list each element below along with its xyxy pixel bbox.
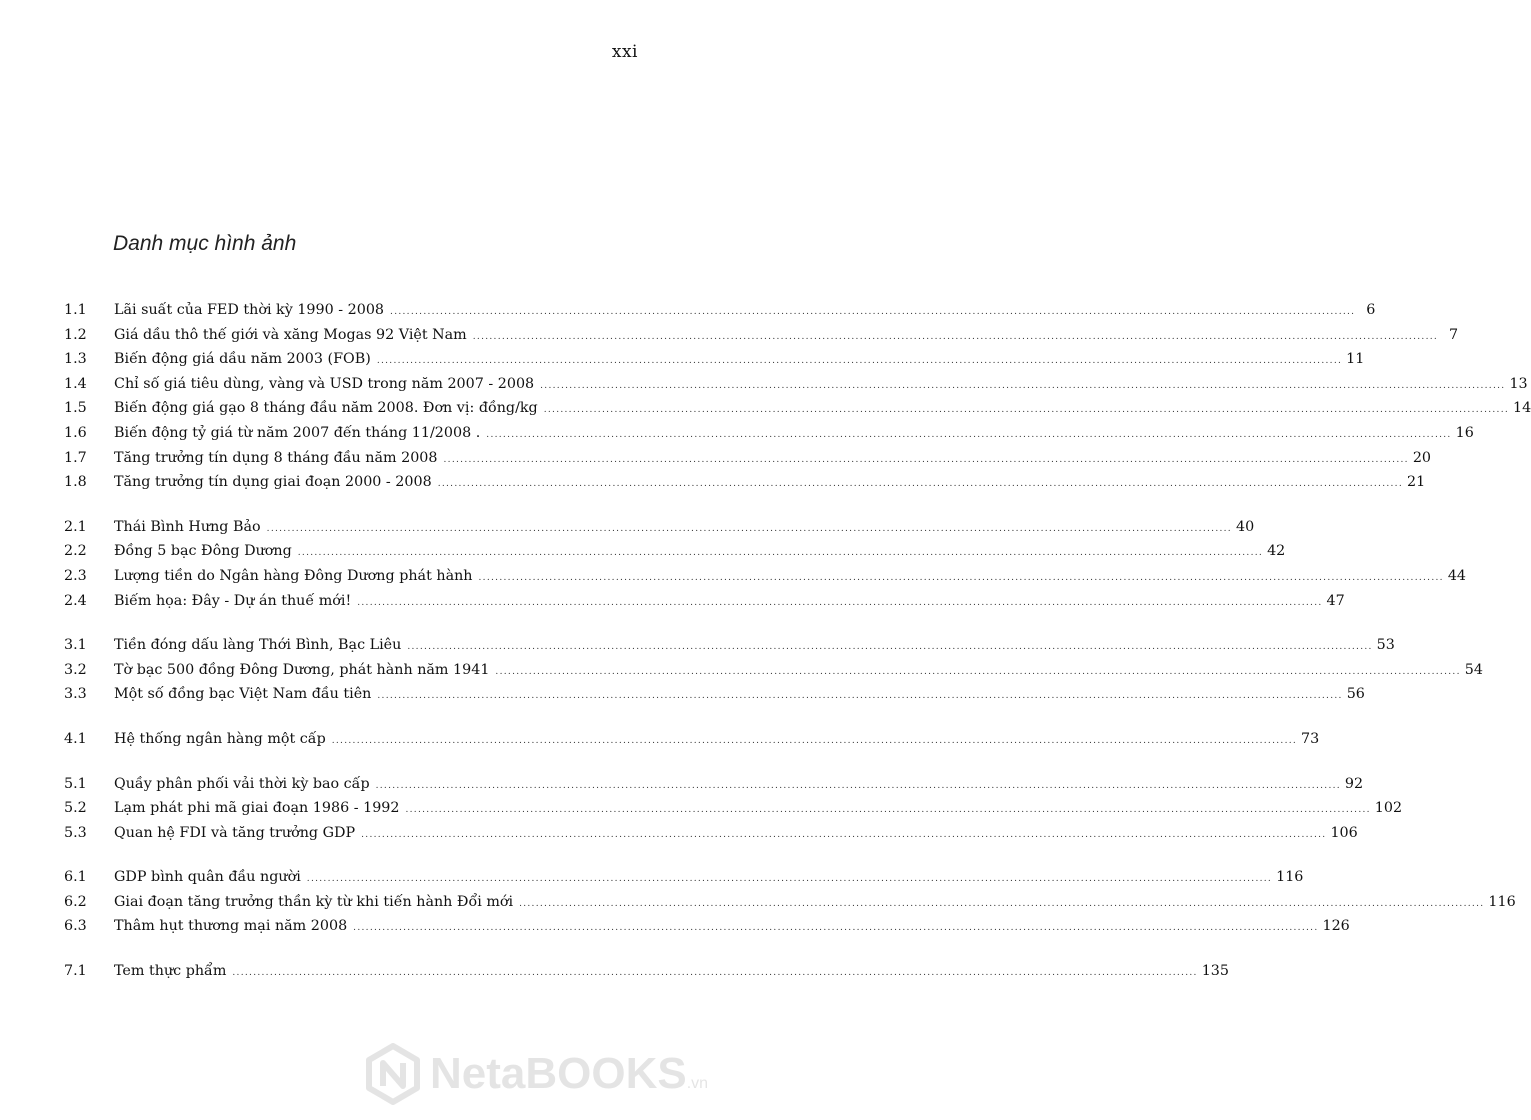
toc-entry [64,347,1365,372]
entry-page: 20 [1412,449,1432,466]
watermark-text [430,1049,708,1099]
entry-number: 1.6 [64,424,87,441]
entry-page: 16 [1455,424,1474,441]
entry-title: GDP bình quân đầu người [114,869,301,886]
toc-entry [64,589,1345,614]
entry-title: Giai đoạn tăng trưởng thần kỳ từ khi tiến hành Đổi mới [114,893,514,910]
dot-leader [540,374,1505,399]
entry-page: 14 [1513,400,1531,417]
entry-number: 1.4 [64,375,87,392]
dot-leader [486,423,1451,448]
entry-page: 92 [1344,775,1364,792]
dot-leader [267,517,1232,542]
toc-entry [64,446,1432,471]
toc-entry [64,633,1395,658]
entry-number: 3.2 [64,661,87,678]
toc-entry [64,682,1365,707]
entry-title: Lượng tiền do Ngân hàng Đông Dương phát hành [114,567,473,584]
entry-title: Chỉ số giá tiêu dùng, vàng và USD trong năm 2007 - 2008 [114,375,535,392]
entry-title: Đồng 5 bạc Đông Dương [114,543,292,560]
entry-page: 44 [1447,567,1467,584]
entry-title: Biến động tỷ giá từ năm 2007 đến tháng 11/2008 . [114,424,481,441]
entry-page: 135 [1201,963,1229,980]
entry-page: 47 [1326,592,1345,609]
dot-leader [377,684,1342,709]
dot-leader [438,472,1403,497]
entry-number: 2.1 [64,518,87,535]
toc-group [64,298,1531,495]
toc-entry [64,539,1286,564]
toc-group [64,515,1467,613]
dot-leader [357,591,1322,616]
entry-title: Thâm hụt thương mại năm 2008 [114,918,348,935]
dot-leader [232,961,1197,986]
entry-title: Lãi suất của FED thời kỳ 1990 - 2008 [114,302,385,318]
entry-number: 5.3 [64,824,87,841]
toc-group [64,772,1403,846]
watermark-suffix: .vn [686,1075,709,1092]
entry-title: Quầy phân phối vải thời kỳ bao cấp [114,775,370,792]
entry-page: 56 [1346,686,1365,703]
entry-number: 1.3 [64,351,87,368]
dot-leader [405,798,1370,823]
entry-number: 2.4 [64,592,87,609]
dot-leader [298,541,1263,566]
entry-page: 13 [1509,375,1528,392]
watermark-brand: NetaBOOKS [430,1049,687,1098]
toc-entry [64,515,1255,540]
page-title: Danh mục hình ảnh [113,232,297,255]
entry-title: Quan hệ FDI và tăng trưởng GDP [114,824,356,841]
dot-leader [544,398,1509,423]
entry-number: 3.3 [64,686,87,703]
entry-title: Biến động giá dầu năm 2003 (FOB) [114,351,371,368]
dot-leader [473,325,1438,350]
entry-number: 2.2 [64,543,87,560]
dot-leader [479,566,1444,591]
toc-entry [64,959,1229,984]
entry-number: 1.1 [64,302,87,318]
toc-entry [64,865,1304,890]
figure-list [64,298,1531,1004]
toc-entry [64,470,1426,495]
entry-title: Tiền đóng dấu làng Thới Bình, Bạc Liêu [114,637,402,654]
dot-leader [519,892,1484,917]
toc-entry [64,396,1531,421]
toc-entry [64,727,1320,752]
entry-page: 102 [1374,800,1403,817]
entry-page: 6 [1366,302,1376,318]
toc-entry [64,298,1376,323]
toc-entry [64,421,1474,446]
watermark [362,1034,709,1114]
entry-title: Lạm phát phi mã giai đoạn 1986 - 1992 [114,800,400,817]
page-number: xxi [611,42,638,62]
dot-leader [390,300,1355,325]
entry-page: 42 [1267,543,1286,560]
toc-entry [64,323,1459,348]
entry-page: 73 [1301,730,1320,747]
entry-number: 1.2 [64,326,87,343]
entry-title: Biến động giá gạo 8 tháng đầu năm 2008. Đơn vị: đồng/kg [114,400,538,417]
entry-number: 5.2 [64,800,87,817]
dot-leader [377,349,1342,374]
toc-entry [64,821,1358,846]
entry-number: 7.1 [64,963,87,980]
entry-page: 116 [1276,869,1304,886]
toc-entry [64,658,1483,683]
toc-group [64,959,1229,984]
toc-entry [64,564,1467,589]
toc-group [64,865,1516,939]
dot-leader [307,867,1272,892]
entry-number: 3.1 [64,637,87,654]
entry-number: 1.8 [64,474,87,491]
dot-leader [376,774,1341,799]
entry-title: Hệ thống ngân hàng một cấp [114,730,326,747]
toc-entry [64,772,1364,797]
dot-leader [332,729,1297,754]
entry-page: 53 [1376,637,1395,654]
entry-title: Thái Bình Hưng Bảo [114,518,261,535]
entry-page: 21 [1407,474,1426,491]
entry-number: 4.1 [64,730,87,747]
entry-title: Một số đồng bạc Việt Nam đầu tiên [114,686,372,703]
toc-entry [64,796,1403,821]
dot-leader [353,916,1318,941]
entry-title: Tờ bạc 500 đồng Đông Dương, phát hành năm 1941 [114,661,490,678]
entry-page: 11 [1346,351,1365,368]
dot-leader [444,448,1409,473]
entry-page: 54 [1464,661,1483,678]
toc-entry [64,890,1516,915]
entry-title: Tăng trưởng tín dụng giai đoạn 2000 - 2008 [114,474,432,491]
entry-page: 116 [1488,893,1516,910]
entry-number: 6.3 [64,918,87,935]
entry-page: 7 [1448,326,1459,343]
entry-page: 126 [1322,918,1350,935]
entry-number: 6.1 [64,869,87,886]
entry-number: 1.5 [64,400,87,417]
dot-leader [407,635,1372,660]
dot-leader [495,660,1460,685]
entry-page: 40 [1235,518,1255,535]
toc-entry [64,372,1528,397]
entry-page: 106 [1330,824,1358,841]
entry-number: 5.1 [64,775,87,792]
toc-group [64,727,1320,752]
dot-leader [361,823,1326,848]
entry-number: 1.7 [64,449,87,466]
toc-entry [64,914,1350,939]
entry-number: 6.2 [64,893,87,910]
entry-title: Tăng trưởng tín dụng 8 tháng đầu năm 2008 [114,449,438,466]
entry-title: Biếm họa: Đây - Dự án thuế mới! [114,592,352,609]
entry-title: Tem thực phẩm [114,963,227,980]
entry-title: Giá dầu thô thế giới và xăng Mogas 92 Việt Nam [114,326,467,343]
netabooks-logo-icon [362,1043,424,1105]
entry-number: 2.3 [64,567,87,584]
toc-group [64,633,1483,707]
